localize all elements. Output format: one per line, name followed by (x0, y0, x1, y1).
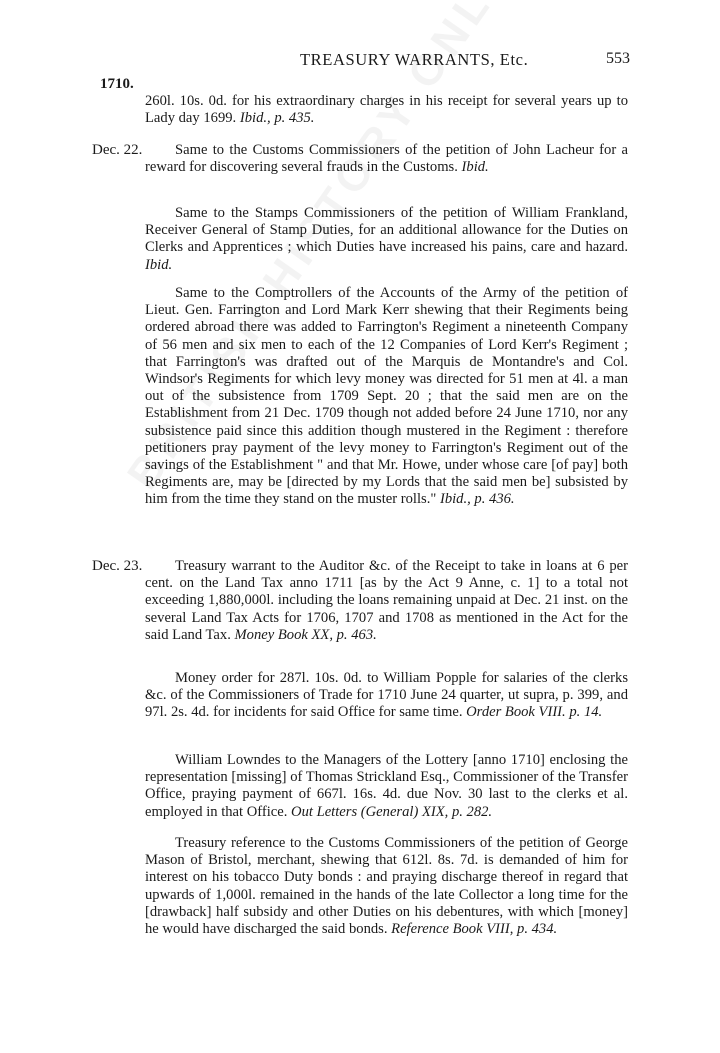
entry-citation: Out Letters (General) XIX, p. 282. (291, 803, 493, 820)
page-number: 553 (606, 50, 630, 67)
entry-text: 260l. 10s. 0d. for his extraordinary charges in his receipt for several years up to Lady day 1699. (145, 93, 628, 127)
entry-citation: Money Book XX, p. 463. (234, 626, 377, 643)
page-header (0, 50, 720, 74)
entry-continuation (145, 93, 628, 127)
margin-date-dec-22: Dec. 22. (92, 142, 143, 158)
entry-text: Same to the Comptrollers of the Accounts of the Army of the petition of Lieut. Gen. Farrington and Lord Mark Kerr shewing that their Regiments being ordered abroad there was added to Farrington's Regiment a nineteenth Company of 56 men and six men to each of the 12 Companies of Lord Kerr's Regiment ; that Farrington's was drafted out of the Marquis de Montandre's and Col. Windsor's Regiments for which levy money was directed for 51 men at 4l. a man out of the subsistence from 1709 Sept. 20 ; that the said men are on the Establishment from 21 Dec. 1709 though not added before 24 June 1710, nor any subsistence paid since this addition though mustered in the Regiment : therefore petitioners pray payment of the levy money to Farrington's Regiment out of the savings of the Establishment " and that Mr. Howe, under whose care [of pay] both Regiments are, may be [directed by my Lords that the said men be] subsisted by him from the time they stand on the muster rolls." (145, 285, 628, 508)
entry-text: Same to the Stamps Commissioners of the petition of William Frankland, Receiver General of Stamp Duties, for an additional allowance for the Duties on Clerks and Apprentices ; which Duties have increased his pains, care and hazard. (145, 205, 628, 256)
entry-citation: Ibid. (145, 256, 173, 273)
running-title: TREASURY WARRANTS, Etc. (300, 50, 529, 69)
margin-year: 1710. (100, 76, 134, 92)
margin-date-dec-23: Dec. 23. (92, 558, 143, 574)
entry-citation: Ibid. (461, 159, 489, 176)
entry-citation: Ibid., p. 435. (239, 110, 315, 127)
entry-text: William Lowndes to the Managers of the Lottery [anno 1710] enclosing the representation [missing] of Thomas Strickland Esq., Commissioner of the Transfer Office, praying payment of 667l. 16s. 4d. due Nov. 30 last to the clerks et al. employed in that Office. (145, 752, 628, 820)
entry-citation: Reference Book VIII, p. 434. (391, 921, 558, 938)
entry-army-farrington (145, 285, 628, 509)
entry-text: Same to the Customs Commissioners of the petition of John Lacheur for a reward for discovering several frauds in the Customs. (145, 142, 628, 176)
entry-customs-lacheur (145, 142, 628, 176)
entry-reference-mason (145, 835, 628, 938)
entry-stamps-frankland (145, 205, 628, 274)
entry-money-order-popple (145, 670, 628, 722)
entry-lowndes-lottery (145, 752, 628, 821)
entry-text: Treasury warrant to the Auditor &c. of the Receipt to take in loans at 6 per cent. on the Land Tax anno 1711 [as by the Act 9 Anne, c. 1] to a total not exceeding 1,880,000l. including the loans remaining unpaid at Dec. 21 inst. on the several Land Tax Acts for 1706, 1707 and 1708 as mentioned in the Act for the said Land Tax. (145, 558, 628, 643)
entry-treasury-warrant-loans (145, 558, 628, 644)
entry-citation: Ibid., p. 436. (439, 491, 515, 508)
entry-text: Treasury reference to the Customs Commissioners of the petition of George Mason of Bristol, merchant, shewing that 612l. 8s. 7d. is demanded of him for interest on his tobacco Duty bonds : and praying discharge thereof in regard that upwards of 1,000l. remained in the hands of the late Collector a long time for the [drawback] half subsidy and other Duties on his debentures, with which [money] he would have discharged the said bonds. (145, 835, 628, 938)
entry-text: Money order for 287l. 10s. 0d. to William Popple for salaries of the clerks &c. of the Commissioners of Trade for 1710 June 24 quarter, ut supra, p. 399, and 97l. 2s. 4d. for incidents for said Office for same time. (145, 670, 628, 721)
entry-citation: Order Book VIII. p. 14. (466, 704, 603, 721)
